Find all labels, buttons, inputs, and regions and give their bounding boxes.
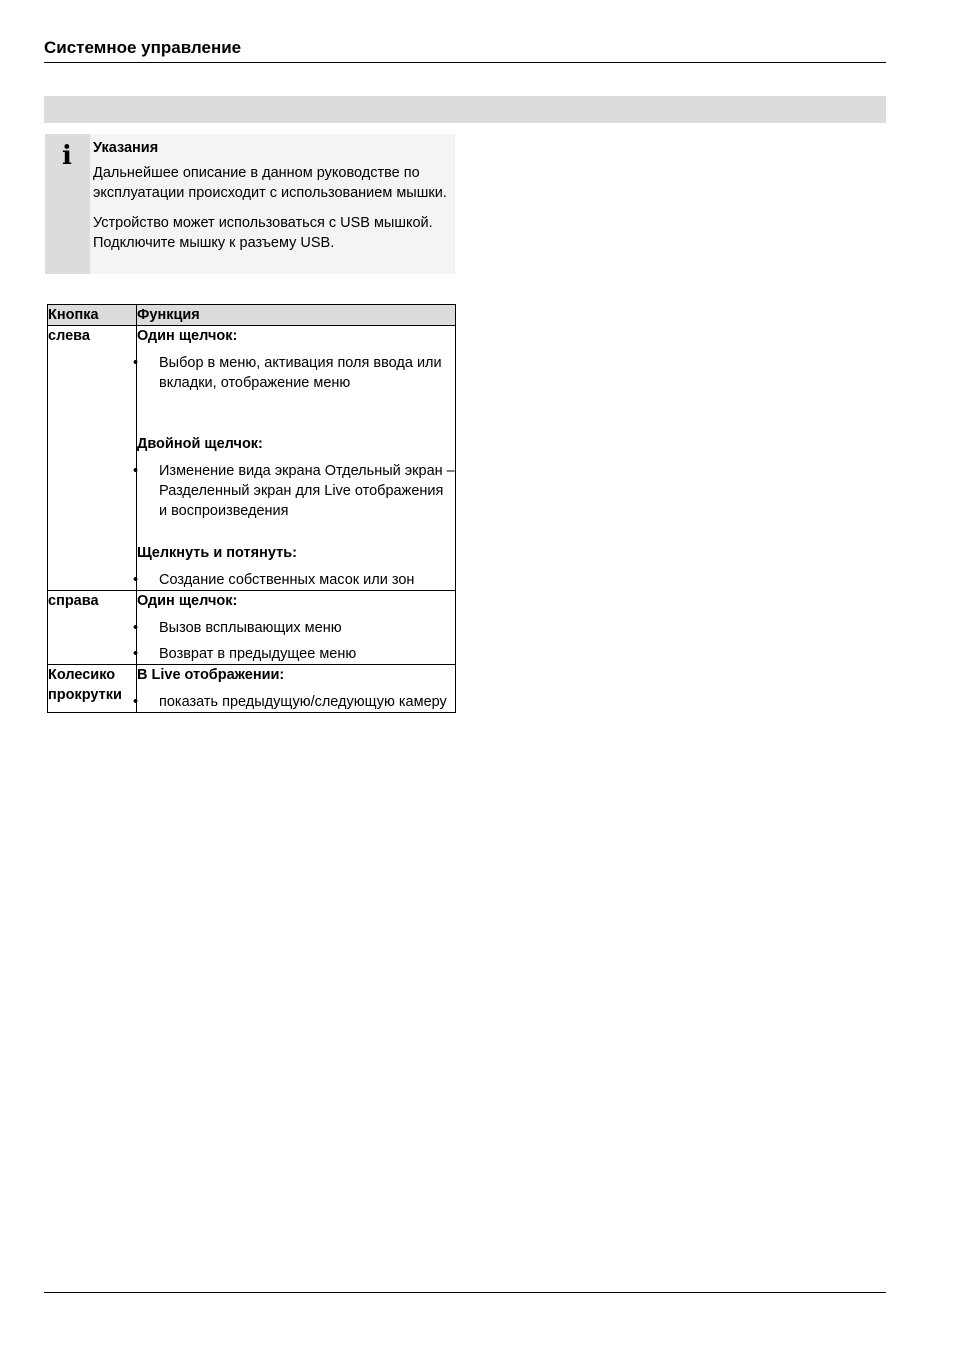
action-title: В Live отображении: [137,667,285,683]
list-item [133,692,455,712]
mouse-function-table [47,304,456,713]
bullet-icon: • [133,572,139,588]
section-band [44,96,886,123]
note-paragraph: Дальнейшее описание в данном руководстве по эксплуатации происходит с использованием мышки. [93,165,447,201]
button-name: справа [48,593,99,609]
note-box [45,134,455,274]
action-title: Один щелчок: [137,593,238,609]
list-item-text: показать предыдущую/следующую камеру [159,694,447,710]
bullet-icon: • [133,463,139,479]
action-title: Один щелчок: [137,328,238,344]
table-row [48,591,456,665]
table-header-row [48,305,456,326]
bullet-icon: • [133,620,139,636]
column-header-function: Функция [137,305,456,326]
list-item [133,461,455,521]
list-item-text: Вызов всплывающих меню [159,620,342,636]
list-item-text: Создание собственных масок или зон [159,572,415,588]
note-icon-column [45,134,90,274]
bullet-icon: • [133,694,139,710]
table-row [48,665,456,713]
button-name: Колесико [48,667,116,683]
button-cell [48,326,137,591]
function-cell [133,665,456,713]
list-item-text: Изменение вида экрана Отдельный экран – Разделенный экран для Live отображения и воспроизведения [159,463,455,519]
list-item [133,644,455,664]
info-icon: i [62,141,72,171]
note-paragraph: Устройство может использоваться с USB мышкой. Подключите мышку к разъему USB. [93,215,433,251]
button-name: прокрутки [48,687,122,703]
page-title: Системное управление [44,38,242,57]
list-item [133,618,455,638]
page-header [44,37,886,59]
button-cell [48,591,137,665]
list-item [133,353,455,393]
list-item-text: Выбор в меню, активация поля ввода или вкладки, отображение меню [159,355,442,391]
note-content [93,138,453,263]
list-item-text: Возврат в предыдущее меню [159,646,357,662]
bullet-icon: • [133,355,139,371]
button-name: слева [48,328,90,344]
action-title: Щелкнуть и потянуть: [137,545,297,561]
column-header-button: Кнопка [48,305,137,326]
list-item [133,570,455,590]
action-title: Двойной щелчок: [137,436,263,452]
table-row [48,326,456,591]
function-cell [133,326,456,591]
button-cell [48,665,137,713]
header-divider [44,62,886,63]
footer-divider [44,1292,886,1293]
function-cell [133,591,456,665]
note-heading: Указания [93,140,159,156]
bullet-icon: • [133,646,139,662]
